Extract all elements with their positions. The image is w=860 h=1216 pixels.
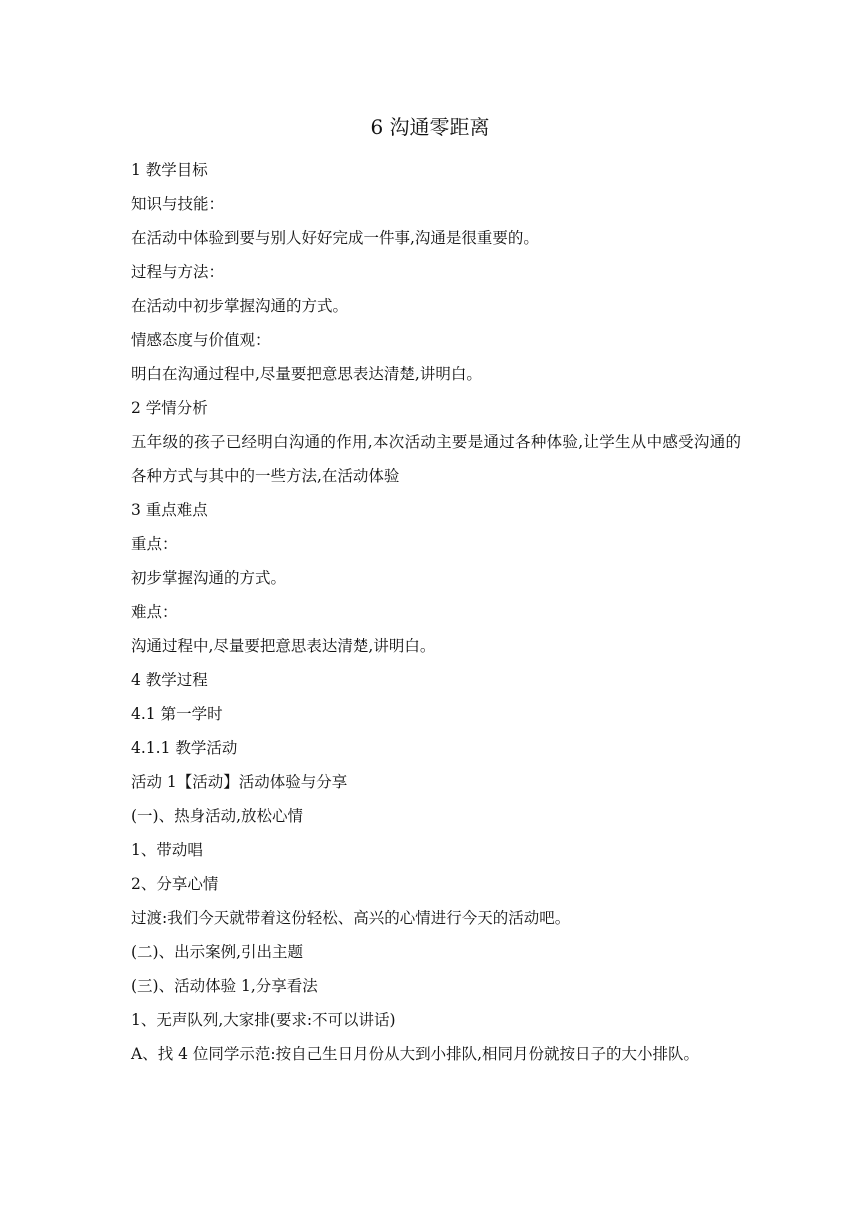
subheading-difficult-points: 难点： [131, 603, 178, 621]
section-show-case: (二)、出示案例,引出主题 [131, 943, 304, 961]
subheading-key-points: 重点： [131, 535, 178, 553]
text-emotion-values: 明白在沟通过程中,尽量要把意思表达清楚,讲明白。 [131, 365, 482, 383]
item-sing-along: 1、带动唱 [131, 841, 203, 859]
heading-student-analysis: 2 学情分析 [131, 399, 208, 417]
subheading-process-method: 过程与方法： [131, 263, 225, 281]
subheading-knowledge-skills: 知识与技能： [131, 195, 225, 213]
text-transition: 过渡:我们今天就带着这份轻松、高兴的心情进行今天的活动吧。 [131, 909, 571, 927]
subheading-emotion-values: 情感态度与价值观： [131, 331, 271, 349]
heading-teaching-process: 4 教学过程 [131, 671, 208, 689]
text-key-points: 初步掌握沟通的方式。 [131, 569, 287, 587]
text-demo-instruction: A、找 4 位同学示范:按自己生日月份从大到小排队,相同月份就按日子的大小排队。 [131, 1045, 700, 1063]
text-student-analysis: 五年级的孩子已经明白沟通的作用,本次活动主要是通过各种体验,让学生从中感受沟通的各种方式与其中的一些方法,在活动体验 [131, 433, 741, 485]
section-activity-experience: (三)、活动体验 1,分享看法 [131, 977, 318, 995]
text-knowledge-skills: 在活动中体验到要与别人好好完成一件事,沟通是很重要的。 [131, 229, 539, 247]
activity-title: 活动 1【活动】活动体验与分享 [131, 773, 348, 791]
heading-key-difficult-points: 3 重点难点 [131, 501, 208, 519]
text-process-method: 在活动中初步掌握沟通的方式。 [131, 297, 349, 315]
document-title: 6 沟通零距离 [370, 115, 490, 139]
item-share-mood: 2、分享心情 [131, 875, 219, 893]
heading-first-lesson: 4.1 第一学时 [131, 705, 223, 723]
text-difficult-points: 沟通过程中,尽量要把意思表达清楚,讲明白。 [131, 637, 436, 655]
document-body [131, 153, 741, 1071]
heading-teaching-activity: 4.1.1 教学活动 [131, 739, 238, 757]
section-warmup: (一)、热身活动,放松心情 [131, 807, 304, 825]
heading-teaching-goals: 1 教学目标 [131, 161, 208, 179]
item-silent-queue: 1、无声队列,大家排(要求:不可以讲话) [131, 1011, 396, 1029]
